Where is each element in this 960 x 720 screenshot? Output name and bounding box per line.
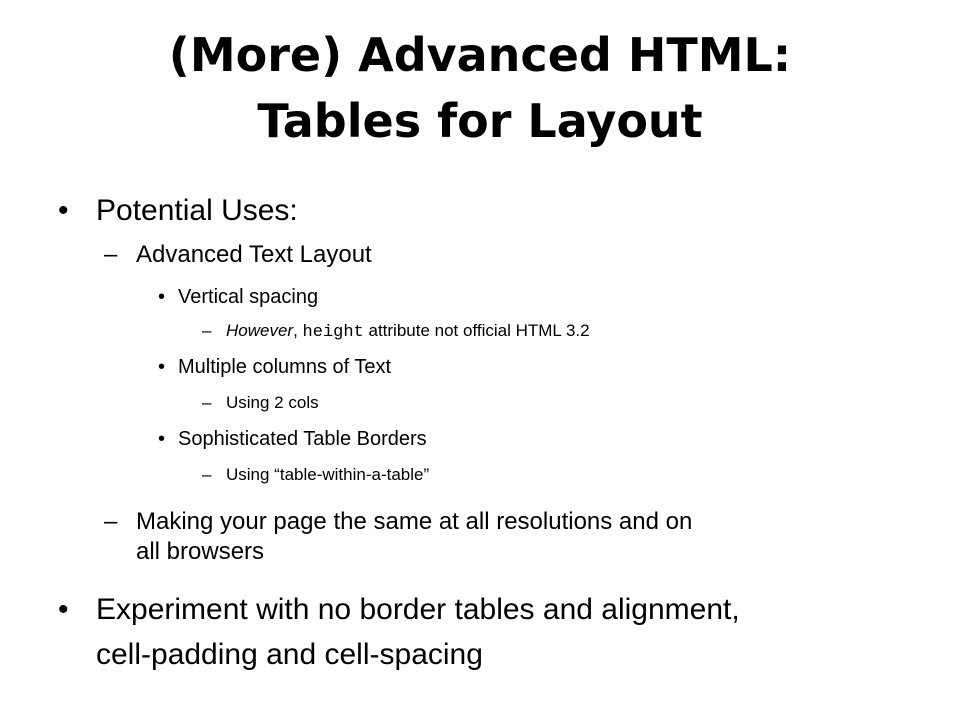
bullet-making-page-line-2: all browsers [136, 538, 265, 565]
bullet-table-within-table: Using “table-within-a-table” [226, 465, 430, 484]
bullet-sophisticated-borders: Sophisticated Table Borders [178, 428, 427, 450]
dash-marker: – [104, 508, 118, 535]
bullet-experiment-line-1: Experiment with no border tables and alignment, [96, 593, 740, 626]
bullet-potential-uses: Potential Uses: [96, 194, 298, 227]
however-comma: , [293, 321, 303, 340]
bullet-however-height [226, 320, 590, 343]
however-rest: attribute not official HTML 3.2 [363, 321, 590, 340]
dash-marker: – [104, 241, 118, 268]
dash-marker: – [202, 393, 212, 412]
bullet-using-2-cols: Using 2 cols [226, 393, 319, 412]
bullet-experiment-line-2: cell-padding and cell-spacing [96, 638, 483, 671]
dash-marker: – [202, 321, 212, 340]
however-italic: However [226, 321, 294, 340]
slide-title [0, 22, 960, 154]
title-line-2: Tables for Layout [257, 94, 703, 148]
bullet-marker: • [158, 356, 166, 378]
bullet-advanced-text-layout: Advanced Text Layout [136, 241, 372, 268]
bullet-vertical-spacing: Vertical spacing [178, 286, 319, 308]
dash-marker: – [202, 465, 212, 484]
bullet-marker: • [58, 194, 69, 227]
bullet-marker: • [58, 593, 69, 626]
bullet-multiple-columns: Multiple columns of Text [178, 356, 392, 378]
title-line-1: (More) Advanced HTML: [168, 28, 792, 82]
height-code: height [302, 323, 364, 342]
bullet-marker: • [158, 428, 166, 450]
bullet-marker: • [158, 286, 166, 308]
bullet-making-page-line-1: Making your page the same at all resolutions and on [136, 508, 693, 535]
